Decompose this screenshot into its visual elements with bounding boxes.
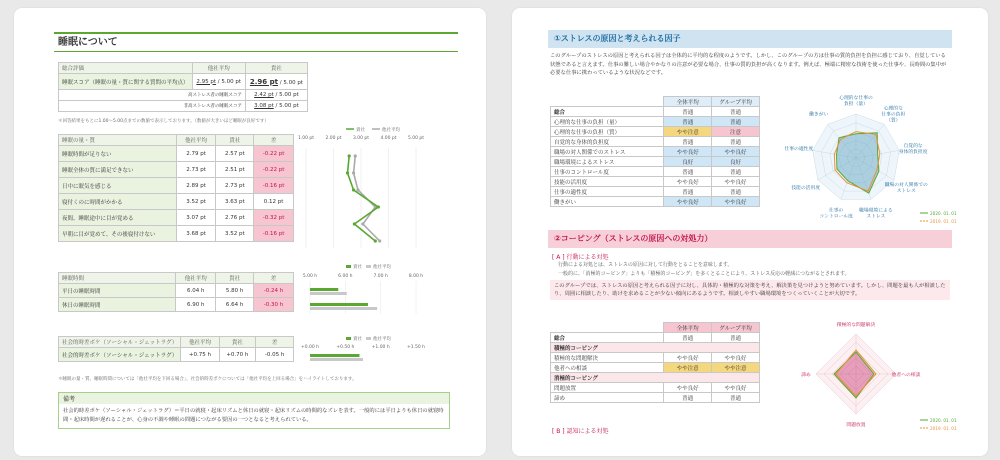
table-row — [551, 177, 760, 187]
company-bar — [310, 288, 338, 291]
col-header: 他社平均 — [176, 135, 216, 146]
table-row — [59, 226, 294, 242]
legend-avg: 他社平均 — [382, 128, 400, 133]
col-header: 差 — [254, 273, 294, 284]
group-avg-cell: やや良好 — [712, 197, 760, 207]
legend-avg: 他社平均 — [373, 265, 391, 270]
group-avg-cell: 普通 — [712, 393, 760, 403]
radar-axis-label: 職場環境による — [859, 208, 893, 214]
table-row — [551, 393, 760, 403]
subsection-a-title: [ A ] 行動による対処 — [552, 254, 609, 261]
axis-tick-label: +0.50 h — [336, 345, 355, 350]
overall-avg-cell: 良好 — [664, 157, 712, 167]
coping-highlight-box: このグループでは、ストレスの原因と考えられる因子に対し、具体的・積極的な対策を考え、解決策を見つけようと努めています。しかし、問題を最も人が相談したり、周囲に相談したり、助けを求めることが少ない傾向にあるようです。相談しやすい職場環境をつくっていくことが大切です。 — [550, 280, 950, 300]
row-label: 総合 — [551, 333, 664, 343]
table-group-row — [551, 343, 760, 353]
group-avg-cell: やや良好 — [712, 147, 760, 157]
company-series-point — [374, 239, 377, 242]
sleep-quality-table — [58, 134, 294, 242]
diff-value: -0.22 pt — [254, 146, 294, 162]
radar-axis-label: 心理的な仕事の — [839, 96, 873, 101]
row-label: 非高ストレス者の睡眠スコア — [59, 101, 246, 112]
table-row — [59, 162, 294, 178]
overall-avg-cell: 普通 — [664, 187, 712, 197]
legend-current: 2020. 01. 01 — [930, 211, 957, 216]
unit: / 5.00 pt — [279, 79, 303, 86]
overall-avg-cell: 普通 — [664, 333, 712, 343]
sleep-quality-line-chart — [296, 126, 426, 252]
radar-axis-label: 仕事の負担 — [881, 112, 906, 118]
social-jetlag-bar-chart — [296, 336, 426, 366]
section1-title: ①ストレスの原因と考えられる因子 — [548, 30, 952, 48]
col-header: 貴社 — [245, 63, 307, 74]
company-value: 2.96 pt — [249, 77, 278, 86]
col-header: 他社平均 — [181, 337, 219, 348]
stress-factor-radar-chart — [770, 92, 970, 228]
overall-avg-cell: 普通 — [664, 137, 712, 147]
overall-avg-cell: 普通 — [664, 107, 712, 117]
table-row — [551, 157, 760, 167]
social-jetlag-table — [58, 336, 294, 362]
avg-series-point — [378, 239, 381, 242]
company-value: 3.52 pt — [216, 226, 254, 242]
coping-radar-chart — [770, 318, 970, 434]
table-row — [551, 383, 760, 393]
axis-tick-label: +1.00 h — [371, 345, 390, 350]
group-avg-cell: 普通 — [712, 107, 760, 117]
table-group-row — [551, 373, 760, 383]
avg-value: 3.52 pt — [176, 194, 216, 210]
remarks-box — [58, 392, 450, 429]
radar-axis-label: 身体的負担度 — [898, 149, 928, 155]
axis-tick-label: 8.00 h — [408, 274, 424, 279]
section1-body: このグループのストレスの原因と考えられる因子は全体的に平均的な程度のようです。しかし、このグループの方は仕事の質的負担を負担に感じており、自覚している状態であると言えます。仕事の難しい場合やかなりの注意が必要な場合、仕事の質的負担が高くなります。例えば、極端に精密な技術を使った仕事や、長時間の集中が必要な仕事に携わっているような状況などです。 — [550, 53, 947, 76]
overall-avg-cell: 普通 — [664, 167, 712, 177]
diff-value: -0.05 h — [256, 348, 294, 362]
col-header: 睡眠の量・質 — [59, 135, 177, 146]
row-label: 社会的時差ボケ（ソーシャル・ジェットラグ） — [59, 348, 181, 362]
company-value: 2.42 pt — [254, 92, 274, 98]
table-row — [551, 333, 760, 343]
col-header: 全体平均 — [664, 323, 712, 333]
col-header: グループ平均 — [712, 323, 760, 333]
col-header: 貴社 — [216, 273, 254, 284]
radar-axis-label: 技能の活用度 — [791, 186, 821, 191]
row-label: 夜間、睡眠途中に目が覚める — [59, 210, 177, 226]
group-avg-cell: 良好 — [712, 157, 760, 167]
company-value: 2.76 pt — [216, 210, 254, 226]
radar-axis-label: ストレス — [896, 189, 916, 194]
axis-tick-label: 5.00 h — [302, 274, 318, 279]
table-row — [59, 210, 294, 226]
col-header: 全体平均 — [664, 97, 712, 107]
radar-axis-label: 自覚的な — [903, 143, 923, 149]
diff-value: -0.24 h — [254, 284, 294, 298]
group-label: 積極的コーピング — [551, 343, 760, 353]
table-row — [551, 137, 760, 147]
diff-value: -0.16 pt — [254, 178, 294, 194]
legend-company-swatch — [346, 265, 351, 268]
table-row — [59, 194, 294, 210]
axis-tick-label: 5.00 pt — [407, 136, 425, 141]
radar-axis-label: コントロール度 — [819, 214, 853, 220]
avg-value: 2.89 pt — [176, 178, 216, 194]
stress-report-page — [512, 8, 988, 456]
avg-series-point — [354, 154, 357, 157]
overall-avg-cell: 普通 — [664, 117, 712, 127]
avg-series-point — [361, 222, 364, 225]
company-value: 5.80 h — [216, 284, 254, 298]
col-header: 他社平均 — [192, 63, 245, 74]
company-series-point — [348, 154, 351, 157]
row-label: 総合 — [551, 107, 664, 117]
overall-avg-cell: やや注意 — [664, 127, 712, 137]
table-row — [551, 107, 760, 117]
group-avg-cell: 普通 — [712, 167, 760, 177]
table-row — [59, 146, 294, 162]
group-label: 消極的コーピング — [551, 373, 760, 383]
group-avg-cell: 注意 — [712, 127, 760, 137]
radar-axis-label: 負担（量） — [844, 102, 868, 107]
col-header: 貴社 — [219, 337, 256, 348]
legend-previous: 2019. 01. 01 — [930, 426, 957, 431]
avg-value: 2.73 pt — [176, 162, 216, 178]
row-label: 心理的な仕事の負担（量） — [551, 117, 664, 127]
diff-value: -0.32 pt — [254, 210, 294, 226]
row-label: 心理的な仕事の負担（質） — [551, 127, 664, 137]
legend-avg-swatch — [366, 337, 371, 340]
remarks-text: 社会的時差ボケ（ソーシャル・ジェットラグ）＝平日の就寝・起床リズムと休日の就寝・起床リズムの時間的なズレを表す。一般的には平日よりも休日の就寝時間・起床時間が遅れることが、心身の不調や睡眠の問題につながる要因の一つとなると考えられている。 — [63, 408, 444, 423]
col-header: 睡眠時間 — [59, 273, 176, 284]
company-value: +0.70 h — [219, 348, 256, 362]
group-avg-cell: やや良好 — [712, 177, 760, 187]
diff-value: -0.16 pt — [254, 226, 294, 242]
axis-tick-label: 2.00 pt — [325, 136, 342, 141]
radar-axis-label: 心理的な — [883, 106, 903, 112]
axis-tick-label: 7.00 h — [373, 274, 388, 279]
col-header: 社会的時差ボケ（ソーシャル・ジェットラグ） — [59, 337, 181, 348]
company-series-point — [352, 188, 355, 191]
axis-tick-label: 1.00 pt — [297, 136, 315, 141]
col-header: 差 — [254, 135, 294, 146]
row-label: 平日の睡眠時間 — [59, 284, 176, 298]
radar-axis-label: ストレス — [866, 214, 886, 220]
company-series-line — [348, 156, 379, 241]
unit: / 5.00 pt — [275, 92, 299, 98]
avg-value: 3.07 pt — [176, 210, 216, 226]
axis-tick-label: +1.50 h — [406, 345, 426, 350]
table-row — [551, 147, 760, 157]
company-value: 2.73 pt — [216, 178, 254, 194]
group-avg-cell: 普通 — [712, 333, 760, 343]
radar-axis-label: 働きがい — [809, 112, 829, 118]
sleep-score-table — [58, 62, 308, 112]
table-row — [551, 363, 760, 373]
company-series-point — [353, 222, 356, 225]
row-label: 休日の睡眠時間 — [59, 298, 176, 312]
row-label: 問題放置 — [551, 383, 664, 393]
avg-value: 3.68 pt — [176, 226, 216, 242]
subsection-a-text1: 行動による対処とは、ストレスの原因に対して行動をとることを意味します。 — [558, 262, 733, 268]
group-avg-cell: 普通 — [712, 137, 760, 147]
company-value: 6.64 h — [216, 298, 254, 312]
group-avg-cell: やや良好 — [712, 353, 760, 363]
coping-table — [550, 322, 760, 403]
page-title: 睡眠について — [54, 32, 458, 52]
company-series-point — [377, 205, 380, 208]
row-label: 諦め — [551, 393, 664, 403]
radar-axis-label: 問題放置 — [846, 423, 866, 428]
overall-avg-cell: やや良好 — [664, 353, 712, 363]
overall-avg-cell: やや良好 — [664, 383, 712, 393]
diff-value: -0.22 pt — [254, 162, 294, 178]
row-label: 積極的な問題解決 — [551, 353, 664, 363]
diff-value: -0.30 h — [254, 298, 294, 312]
sleep-report-page — [14, 8, 486, 456]
sleep-duration-bar-chart — [296, 264, 426, 318]
group-avg-cell: 普通 — [712, 117, 760, 127]
avg-value: +0.75 h — [181, 348, 219, 362]
overall-avg-cell: やや良好 — [664, 147, 712, 157]
legend-avg-swatch — [366, 265, 371, 268]
avg-series-point — [356, 188, 359, 191]
unit: / 5.00 pt — [217, 78, 242, 85]
section2-title: ②コーピング（ストレスの原因への対処力） — [548, 230, 952, 248]
radar-axis-label: 仕事の適性度 — [784, 146, 814, 152]
row-label: 日中に眠気を感じる — [59, 178, 177, 194]
axis-tick-label: 6.00 h — [338, 274, 353, 279]
avg-value: 2.79 pt — [176, 146, 216, 162]
row-label: 職場の対人関係でのストレス — [551, 147, 664, 157]
overall-avg-cell: やや良好 — [664, 197, 712, 207]
company-bar — [310, 354, 359, 357]
company-value: 2.57 pt — [216, 146, 254, 162]
table-row — [551, 197, 760, 207]
row-label: 高ストレス者の睡眠スコア — [59, 90, 246, 101]
legend-previous: 2019. 01. 01 — [930, 219, 957, 224]
row-label: 仕事の適性度 — [551, 187, 664, 197]
avg-bar — [310, 358, 363, 361]
summary-note: ＊回答結果をもとに1.00〜5.00点までの数値で表示しております。（数値が大きいほど睡眠が良好です） — [58, 119, 269, 124]
col-header: 差 — [256, 337, 294, 348]
remarks-title: 備考 — [59, 393, 449, 404]
overall-avg-cell: 普通 — [664, 393, 712, 403]
avg-value: 6.04 h — [176, 284, 216, 298]
row-label: 他者への相談 — [551, 363, 664, 373]
subsection-b-title: [ B ] 認知による対処 — [552, 428, 609, 435]
avg-bar — [310, 292, 347, 295]
col-header: 貴社 — [216, 135, 254, 146]
row-label: 睡眠時間が足りない — [59, 146, 177, 162]
row-label: 仕事のコントロール度 — [551, 167, 664, 177]
overall-avg-cell: やや良好 — [664, 177, 712, 187]
axis-tick-label: 4.00 pt — [380, 136, 397, 141]
avg-bar — [310, 307, 377, 310]
row-label: 働きがい — [551, 197, 664, 207]
row-label: 寝付くのに時間がかかる — [59, 194, 177, 210]
sleep-duration-table — [58, 272, 294, 312]
legend-company: 貴社 — [353, 337, 362, 342]
group-avg-cell: 普通 — [712, 187, 760, 197]
group-avg-cell: やや注意 — [712, 363, 760, 373]
row-label: 自覚的な身体的負担度 — [551, 137, 664, 147]
row-label: 技能の活用度 — [551, 177, 664, 187]
stress-factor-table — [550, 96, 760, 207]
axis-tick-label: 3.00 pt — [352, 136, 370, 141]
col-header: 他社平均 — [176, 273, 216, 284]
radar-axis-label: 仕事の — [828, 208, 844, 214]
radar-axis-label: （質） — [886, 118, 901, 124]
legend-company-swatch — [346, 337, 351, 340]
col-header: グループ平均 — [712, 97, 760, 107]
legend-company: 貴社 — [356, 128, 365, 133]
avg-value: 6.90 h — [176, 298, 216, 312]
axis-tick-label: +0.00 h — [300, 345, 320, 350]
table-row — [551, 117, 760, 127]
highlight-footnote: ＊睡眠の量・質、睡眠時間については「他社平均を下回る場合」、社会的時差ボケについては「他社平均を上回る場合」をハイライトしております。 — [58, 377, 357, 382]
table-row — [551, 127, 760, 137]
radar-axis-label: 積極的な問題解決 — [836, 323, 876, 328]
group-avg-cell: やや良好 — [712, 383, 760, 393]
avg-series-point — [352, 171, 355, 174]
row-label: 睡眠全体の質に満足できない — [59, 162, 177, 178]
table-row — [551, 167, 760, 177]
col-header: 総合評価 — [59, 63, 193, 74]
row-label: 職場環境によるストレス — [551, 157, 664, 167]
table-row — [551, 187, 760, 197]
legend-current: 2020. 01. 01 — [930, 418, 957, 423]
diff-value: 0.12 pt — [254, 194, 294, 210]
table-row — [59, 178, 294, 194]
table-row — [551, 353, 760, 363]
company-value: 2.51 pt — [216, 162, 254, 178]
company-bar — [310, 303, 368, 306]
row-label: 早朝に目が覚めて、その後寝付けない — [59, 226, 177, 242]
subsection-a-text2: 一般的に、「消極的コーピング」よりも「積極的コーピング」を多くとることにより、ストレス反応の軽減につながるとされます。 — [558, 271, 850, 277]
legend-company: 貴社 — [353, 265, 362, 270]
row-label: 睡眠スコア（睡眠の量・質に関する質問の平均点） — [59, 74, 193, 90]
radar-axis-label: 他者への相談 — [891, 373, 921, 378]
radar-axis-label: 職場の対人関係での — [884, 183, 928, 188]
company-value: 3.63 pt — [216, 194, 254, 210]
overall-avg-cell: やや注意 — [664, 363, 712, 373]
company-value: 3.08 pt — [254, 103, 274, 109]
unit: / 5.00 pt — [275, 103, 299, 109]
radar-axis-label: 諦め — [801, 373, 811, 378]
company-series-point — [346, 171, 349, 174]
avg-value: 2.95 pt — [196, 78, 217, 85]
legend-avg: 他社平均 — [373, 337, 391, 342]
